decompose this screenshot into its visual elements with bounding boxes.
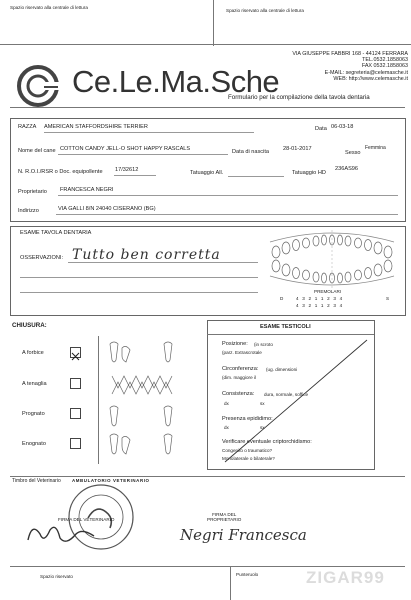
top-reserved-line — [0, 44, 411, 45]
firma-vet-label: FIRMA DEL VETERINARIO — [58, 517, 115, 522]
sesso-value: Femmina — [365, 145, 386, 151]
footer-line — [10, 476, 405, 477]
presenza-sx: sx — [260, 425, 265, 430]
chiusura-checkbox-tenaglia[interactable] — [70, 378, 81, 389]
form-title: Formulario per la compilazione della tavola dentaria — [228, 94, 370, 101]
chiusura-checkbox-forbice[interactable] — [70, 347, 81, 358]
chiusura-option-label: Enognato — [22, 441, 46, 447]
brand-tel: TEL.0532.1858063 — [362, 57, 408, 64]
dental-side-left: D — [280, 296, 284, 301]
chiusura-option-label: A tenaglia — [22, 381, 47, 387]
roi-line — [114, 175, 156, 176]
esame-tavola-title: ESAME TAVOLA DENTARIA — [20, 230, 92, 236]
dental-arch-diagram — [262, 228, 402, 290]
nascita-value: 28-01-2017 — [283, 146, 312, 152]
check-mark-icon — [71, 352, 80, 361]
circonferenza-hint: (ug. dimensioni — [266, 367, 298, 372]
testicoli-strike-line — [207, 334, 374, 468]
presenza-dx: dx — [224, 425, 229, 430]
dental-row-top: 4 3 2 1 1 2 3 4 — [296, 296, 344, 301]
indirizzo-label: Indirizzo — [18, 208, 39, 214]
posizione-hint: (in scroto — [254, 342, 273, 347]
dental-side-right: S — [386, 296, 390, 301]
proprietario-line — [58, 195, 398, 196]
osservazioni-line-1 — [68, 262, 258, 263]
firma-prop-label2: PROPRIETARIO — [207, 517, 242, 523]
bottom-divider — [230, 566, 231, 600]
title-top-line — [10, 107, 405, 108]
nome-label: Nome del cane — [18, 148, 56, 154]
top-divider — [213, 0, 214, 46]
brand-name: Ce.Le.Ma.Sche — [72, 64, 280, 99]
owner-signature: Negri Francesca — [180, 526, 307, 544]
presenza-label: Presenza epididimo: — [222, 416, 273, 422]
timbro-label: Timbro del Veterinario — [12, 478, 61, 484]
sesso-label: Sesso — [345, 150, 361, 156]
indirizzo-line — [56, 214, 398, 215]
proprietario-value: FRANCESCA NEGRI — [60, 187, 114, 193]
nome-line — [58, 154, 228, 155]
razza-value: AMERICAN STAFFORDSHIRE TERRIER — [44, 124, 148, 130]
data-value: 06-03-18 — [331, 124, 354, 130]
brand-email: E-MAIL: segreteria@celemasche.it — [324, 69, 408, 76]
bottom-line — [10, 566, 405, 567]
brand-address: VIA GIUSEPPE FABBRI 168 - 44124 FERRARA — [292, 51, 408, 57]
firma-prop-label1: FIRMA DEL — [212, 512, 237, 517]
top-note-right: Spazio riservato alla centrale di lettura — [226, 8, 304, 13]
osservazioni-line-2 — [20, 277, 258, 278]
consistenza-dx: dx — [224, 401, 229, 406]
circonferenza-hint2: (dim. maggiore il — [222, 375, 256, 380]
bite-diagrams — [104, 338, 184, 466]
data-label: Data — [315, 126, 327, 132]
testicoli-title: ESAME TESTICOLI — [260, 324, 311, 330]
stamp-text: AMBULATORIO VETERINARIO — [72, 478, 150, 483]
proprietario-label: Proprietario — [18, 189, 47, 195]
roi-label: N. R.O.I./RSR o Doc. equipollente — [18, 169, 103, 175]
brand-web: WEB: http://www.celemasche.it — [333, 75, 408, 82]
nascita-label: Data di nascita — [232, 149, 270, 155]
chiusura-divider — [98, 336, 99, 464]
vet-signature — [24, 520, 104, 550]
contact-block — [253, 51, 408, 82]
circonferenza-label: Circonferenza: — [222, 366, 259, 372]
dental-row-bottom: 4 3 2 1 1 2 3 4 — [296, 303, 344, 308]
razza-label: RAZZA — [18, 124, 37, 130]
premolari-label: PREMOLARI — [314, 289, 342, 294]
watermark: ZIGAR99 — [306, 568, 385, 587]
posizione-hint2: (parz. Extrascrotale — [222, 350, 262, 355]
chiusura-option-label: Prognato — [22, 411, 45, 417]
indirizzo-value: VIA GALLI 8/N 24040 CISERANO (BG) — [58, 206, 156, 212]
posizione-label: Posizione: — [222, 341, 248, 347]
osservazioni-value: Tutto ben corretta — [72, 247, 221, 263]
consistenza-label: Consistenza: — [222, 391, 255, 397]
tatuaggio-all-label: Tatuaggio All. — [190, 170, 224, 176]
chiusura-checkbox-prognato[interactable] — [70, 408, 81, 419]
consistenza-sx: sx — [260, 401, 265, 406]
bottom-left-note: Spazio riservato — [40, 574, 73, 579]
chiusura-checkbox-enognato[interactable] — [70, 438, 81, 449]
tatuaggio-all-line — [228, 176, 284, 177]
brand-logo-icon — [14, 62, 62, 110]
tatuaggio-hd-label: Tatuaggio HD — [292, 170, 326, 176]
nome-value: COTTON CANDY JELL-O SHOT HAPPY RASCALS — [60, 146, 191, 152]
chiusura-title: CHIUSURA: — [12, 322, 47, 329]
osservazioni-line-3 — [20, 292, 258, 293]
verificare-label: Verificare eventuale criptorchidismo: — [222, 439, 312, 445]
tatuaggio-hd-value: 236AS96 — [335, 166, 359, 172]
chiusura-option-label: A forbice — [22, 350, 44, 356]
monolaterale-label: Monolaterale o bilaterale? — [222, 456, 275, 461]
roi-value: 17/32612 — [115, 167, 139, 173]
osservazioni-label: OSSERVAZIONI: — [20, 255, 63, 261]
consistenza-hint: dura, normale, soffice — [264, 392, 309, 397]
razza-line — [44, 132, 254, 133]
congenito-label: Congenito o traumatico? — [222, 448, 273, 453]
firma-prop-label-block — [207, 512, 241, 523]
brand-fax: FAX 0532.1858063 — [361, 63, 408, 70]
bottom-mid-note: Punteruolo — [236, 572, 259, 577]
top-note-left: Spazio riservato alla centrale di lettura — [10, 5, 88, 10]
